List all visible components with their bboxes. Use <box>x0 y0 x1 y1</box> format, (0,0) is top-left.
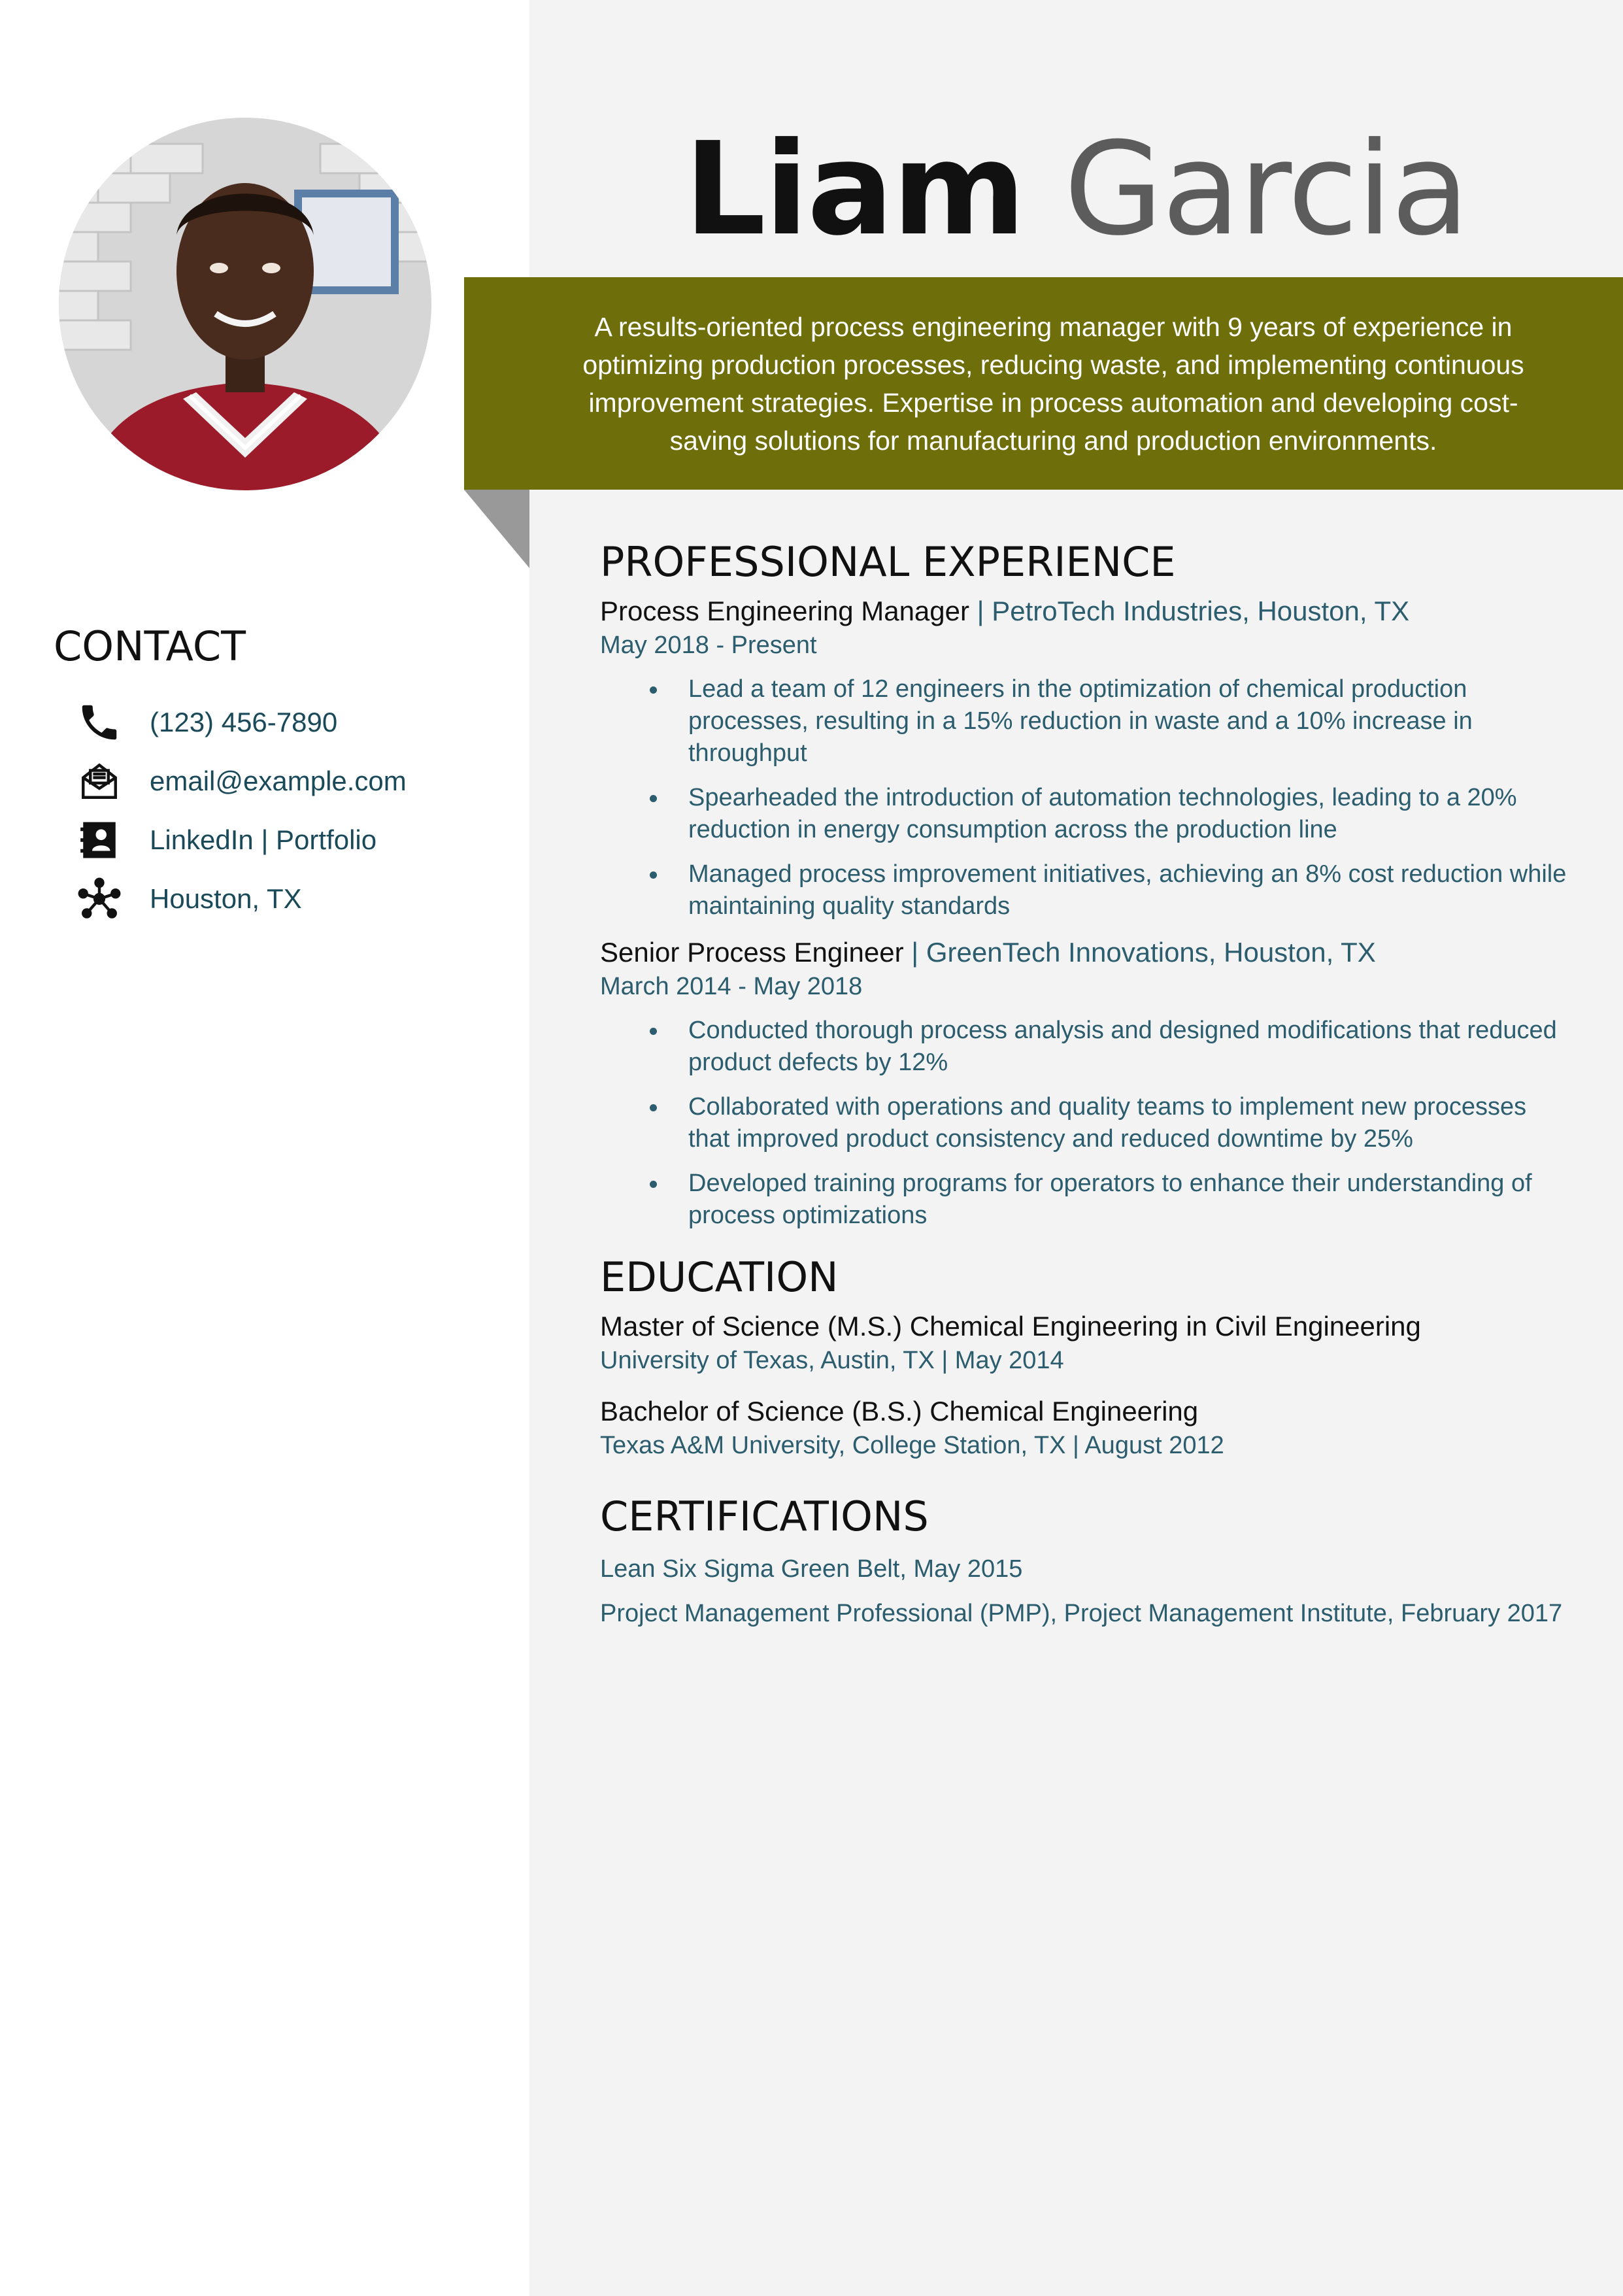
job-bullets <box>600 1015 1567 1232</box>
degree-name: Bachelor of Science (B.S.) Chemical Engineering <box>600 1396 1199 1427</box>
education-entry <box>600 1394 1567 1462</box>
list-item: Developed training programs for operators to enhance their understanding of process optimizations <box>600 1168 1567 1232</box>
separator: | <box>911 937 926 968</box>
job-company: GreenTech Innovations, Houston, TX <box>926 937 1376 968</box>
contact-location <box>75 869 407 928</box>
contact-phone[interactable] <box>75 693 407 752</box>
degree-school: Texas A&M University, College Station, TX | August 2012 <box>600 1432 1224 1459</box>
certifications-heading: CERTIFICATIONS <box>600 1493 929 1540</box>
degree-name: Master of Science (M.S.) Chemical Engineering in Civil Engineering <box>600 1311 1421 1342</box>
profile-photo <box>59 118 431 490</box>
contact-email[interactable] <box>75 752 407 811</box>
list-item: Collaborated with operations and quality teams to implement new processes that improved product consistency and reduced downtime by 25% <box>600 1091 1567 1155</box>
main-content <box>600 536 1567 1629</box>
phone-number: (123) 456-7890 <box>150 707 338 737</box>
contact-links[interactable] <box>75 811 407 869</box>
list-item: Conducted thorough process analysis and designed modifications that reduced product defects by 12% <box>600 1015 1567 1079</box>
job-title-line <box>600 935 1567 970</box>
first-name: Liam <box>684 115 1025 264</box>
network-icon <box>75 875 124 923</box>
summary-band <box>464 277 1623 490</box>
job-role: Process Engineering Manager <box>600 596 969 626</box>
profile-links: LinkedIn | Portfolio <box>150 824 377 855</box>
list-item: Managed process improvement initiatives, achieving an 8% cost reduction while maintaining quality standards <box>600 858 1567 922</box>
experience-heading: PROFESSIONAL EXPERIENCE <box>600 538 1176 586</box>
last-name: Garcia <box>1063 115 1469 264</box>
education-heading: EDUCATION <box>600 1253 839 1301</box>
email-icon <box>75 757 124 805</box>
job-title-line <box>600 594 1567 629</box>
education-entry <box>600 1309 1567 1377</box>
candidate-name <box>529 115 1623 264</box>
contact-heading: CONTACT <box>54 622 246 670</box>
separator: | <box>977 596 992 626</box>
job-entry <box>600 935 1567 1232</box>
job-bullets <box>600 673 1567 922</box>
job-dates: March 2014 - May 2018 <box>600 973 863 1000</box>
certification-item: Project Management Professional (PMP), Project Management Institute, February 2017 <box>600 1600 1563 1627</box>
degree-school: University of Texas, Austin, TX | May 2014 <box>600 1347 1064 1374</box>
contact-list <box>75 693 407 928</box>
location-text: Houston, TX <box>150 883 302 914</box>
summary-text: A results-oriented process engineering manager with 9 years of experience in optimizing production processes, reducing waste, and implementing continuous improvement strategies. Expertise in process automation and developing cost-saving solutions for manufacturing and production environments. <box>582 311 1524 456</box>
certification-item: Lean Six Sigma Green Belt, May 2015 <box>600 1555 1023 1583</box>
contact-card-icon <box>75 816 124 864</box>
job-company: PetroTech Industries, Houston, TX <box>992 596 1410 626</box>
job-dates: May 2018 - Present <box>600 632 817 659</box>
phone-icon <box>75 698 124 747</box>
list-item: Spearheaded the introduction of automation technologies, leading to a 20% reduction in energy consumption across the production line <box>600 782 1567 846</box>
job-role: Senior Process Engineer <box>600 937 904 968</box>
list-item: Lead a team of 12 engineers in the optimization of chemical production processes, resulting in a 15% reduction in waste and a 10% increase in throughput <box>600 673 1567 769</box>
email-address: email@example.com <box>150 766 407 796</box>
job-entry <box>600 594 1567 922</box>
